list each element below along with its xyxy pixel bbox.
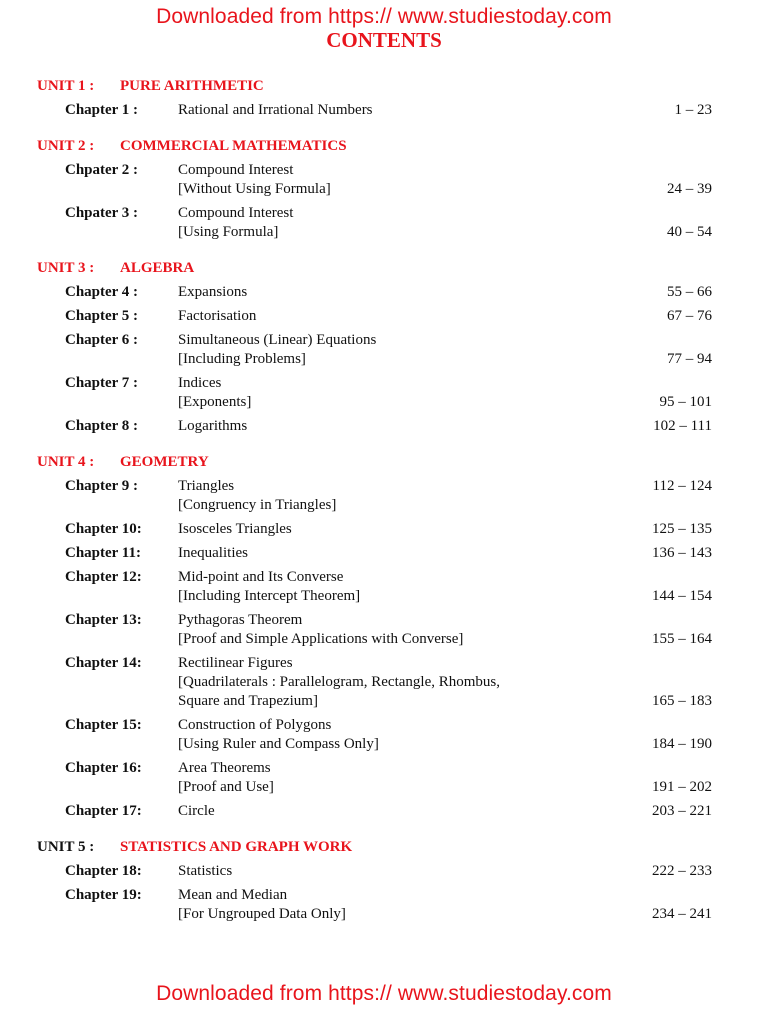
chapter-entry	[0, 544, 768, 568]
unit-label: UNIT 4 :	[37, 454, 95, 470]
chapter-title	[178, 161, 598, 199]
chapter-title-line: Inequalities	[178, 545, 248, 561]
chapter-entry	[0, 568, 768, 611]
chapter-label: Chapter 16:	[65, 760, 142, 776]
chapter-title-line: Simultaneous (Linear) Equations	[178, 332, 377, 348]
chapter-pages: 1 – 23	[674, 102, 712, 118]
chapter-pages: 55 – 66	[667, 284, 712, 300]
chapter-label: Chapter 18:	[65, 863, 142, 879]
chapter-title	[178, 544, 598, 563]
unit-title: GEOMETRY	[120, 454, 209, 470]
chapter-pages: 112 – 124	[652, 478, 712, 494]
chapter-title-line: Compound Interest	[178, 162, 294, 178]
chapter-title-line: [For Ungrouped Data Only]	[178, 906, 346, 922]
chapter-title	[178, 520, 598, 539]
chapter-entry	[0, 374, 768, 417]
chapter-title	[178, 101, 598, 120]
chapter-title-line: Construction of Polygons	[178, 717, 332, 733]
chapter-entry	[0, 417, 768, 441]
unit-title: PURE ARITHMETIC	[120, 78, 264, 94]
chapter-label: Chapter 8 :	[65, 418, 139, 434]
chapter-title-line: Expansions	[178, 284, 248, 300]
chapter-pages: 40 – 54	[667, 224, 712, 240]
chapter-entry	[0, 331, 768, 374]
chapter-label: Chapter 15:	[65, 717, 142, 733]
chapter-label: Chapter 19:	[65, 887, 142, 903]
chapter-title-line: Rational and Irrational Numbers	[178, 102, 373, 118]
unit-label: UNIT 5 :	[37, 839, 95, 855]
chapter-label: Chapter 17:	[65, 803, 142, 819]
chapter-title-line: Triangles	[178, 478, 235, 494]
chapter-label: Chpater 2 :	[65, 162, 139, 178]
table-of-contents	[0, 77, 768, 935]
chapter-entry	[0, 477, 768, 520]
chapter-title	[178, 611, 598, 649]
chapter-title	[178, 886, 598, 924]
unit-heading	[0, 77, 768, 101]
chapter-pages: 125 – 135	[652, 521, 712, 537]
chapter-title-line: [Using Formula]	[178, 224, 279, 240]
chapter-pages: 222 – 233	[652, 863, 712, 879]
chapter-entry	[0, 886, 768, 929]
chapter-title	[178, 283, 598, 302]
unit-heading	[0, 453, 768, 477]
chapter-title-line: [Congruency in Triangles]	[178, 497, 337, 513]
unit-heading	[0, 259, 768, 283]
chapter-label: Chpater 3 :	[65, 205, 139, 221]
chapter-title-line: Area Theorems	[178, 760, 271, 776]
chapter-pages: 24 – 39	[667, 181, 712, 197]
chapter-label: Chapter 14:	[65, 655, 142, 671]
chapter-pages: 102 – 111	[653, 418, 712, 434]
watermark-top: Downloaded from https:// www.studiestoday.com	[156, 5, 612, 28]
chapter-label: Chapter 4 :	[65, 284, 139, 300]
page-title: CONTENTS	[326, 28, 442, 52]
chapter-pages: 155 – 164	[652, 631, 712, 647]
chapter-title-line: [Quadrilaterals : Parallelogram, Rectangle, Rhombus,	[178, 674, 500, 690]
chapter-label: Chapter 13:	[65, 612, 142, 628]
chapter-title-line: Isosceles Triangles	[178, 521, 292, 537]
chapter-title-line: [Without Using Formula]	[178, 181, 331, 197]
chapter-pages: 77 – 94	[667, 351, 712, 367]
chapter-label: Chapter 11:	[65, 545, 141, 561]
chapter-title	[178, 204, 598, 242]
chapter-title-line: Statistics	[178, 863, 233, 879]
unit-title: STATISTICS AND GRAPH WORK	[120, 839, 353, 855]
chapter-title-line: Square and Trapezium]	[178, 693, 318, 709]
unit-label: UNIT 3 :	[37, 260, 95, 276]
chapter-entry	[0, 161, 768, 204]
chapter-title	[178, 374, 598, 412]
chapter-pages: 144 – 154	[652, 588, 712, 604]
chapter-label: Chapter 6 :	[65, 332, 139, 348]
chapter-title-line: [Using Ruler and Compass Only]	[178, 736, 379, 752]
chapter-label: Chapter 7 :	[65, 375, 139, 391]
chapter-entry	[0, 716, 768, 759]
chapter-title	[178, 417, 598, 436]
chapter-pages: 184 – 190	[652, 736, 712, 752]
unit-title: COMMERCIAL MATHEMATICS	[120, 138, 347, 154]
chapter-entry	[0, 520, 768, 544]
chapter-title	[178, 331, 598, 369]
chapter-entry	[0, 101, 768, 125]
chapter-label: Chapter 1 :	[65, 102, 139, 118]
chapter-entry	[0, 307, 768, 331]
chapter-title-line: Circle	[178, 803, 215, 819]
chapter-title	[178, 802, 598, 821]
chapter-title	[178, 716, 598, 754]
chapter-entry	[0, 283, 768, 307]
chapter-pages: 95 – 101	[659, 394, 712, 410]
chapter-pages: 67 – 76	[667, 308, 712, 324]
chapter-entry	[0, 654, 768, 716]
chapter-title	[178, 654, 598, 711]
chapter-label: Chapter 9 :	[65, 478, 139, 494]
chapter-label: Chapter 12:	[65, 569, 142, 585]
unit-title: ALGEBRA	[120, 260, 195, 276]
chapter-title-line: Indices	[178, 375, 222, 391]
chapter-title-line: Factorisation	[178, 308, 257, 324]
chapter-title	[178, 477, 598, 515]
chapter-title	[178, 307, 598, 326]
chapter-title	[178, 862, 598, 881]
chapter-title-line: [Including Intercept Theorem]	[178, 588, 361, 604]
chapter-title-line: [Proof and Simple Applications with Converse]	[178, 631, 464, 647]
chapter-title-line: Rectilinear Figures	[178, 655, 293, 671]
unit-label: UNIT 2 :	[37, 138, 95, 154]
chapter-entry	[0, 862, 768, 886]
chapter-entry	[0, 759, 768, 802]
chapter-title-line: Logarithms	[178, 418, 248, 434]
chapter-pages: 234 – 241	[652, 906, 712, 922]
watermark-bottom: Downloaded from https:// www.studiestoday.com	[156, 982, 612, 1005]
chapter-title-line: [Including Problems]	[178, 351, 306, 367]
unit-heading	[0, 838, 768, 862]
chapter-title	[178, 568, 598, 606]
unit-label: UNIT 1 :	[37, 78, 95, 94]
chapter-title-line: [Exponents]	[178, 394, 252, 410]
chapter-title-line: Pythagoras Theorem	[178, 612, 303, 628]
chapter-pages: 165 – 183	[652, 693, 712, 709]
chapter-title-line: Mid-point and Its Converse	[178, 569, 344, 585]
unit-heading	[0, 137, 768, 161]
chapter-title-line: [Proof and Use]	[178, 779, 274, 795]
chapter-pages: 136 – 143	[652, 545, 712, 561]
chapter-title-line: Mean and Median	[178, 887, 288, 903]
chapter-pages: 203 – 221	[652, 803, 712, 819]
chapter-entry	[0, 802, 768, 826]
chapter-label: Chapter 10:	[65, 521, 142, 537]
chapter-title-line: Compound Interest	[178, 205, 294, 221]
chapter-pages: 191 – 202	[652, 779, 712, 795]
chapter-entry	[0, 204, 768, 247]
chapter-title	[178, 759, 598, 797]
chapter-entry	[0, 611, 768, 654]
chapter-label: Chapter 5 :	[65, 308, 139, 324]
